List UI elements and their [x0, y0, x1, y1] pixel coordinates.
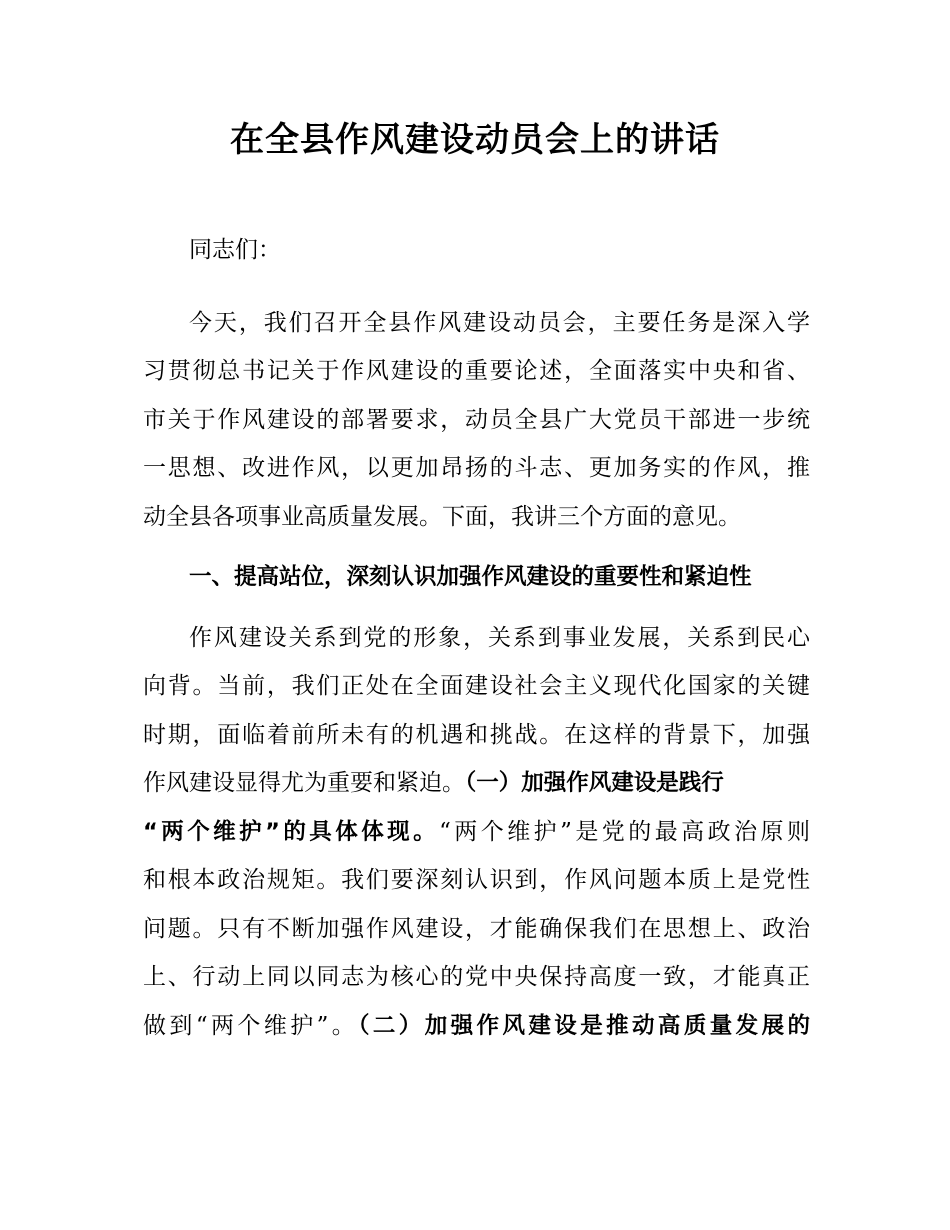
section-1-heading-text: 一、提高站位，深刻认识加强作风建设的重要性和紧迫性 [189, 564, 752, 590]
intro-line-5: 动全县各项事业高质量发展。下面，我讲三个方面的意见。 [143, 503, 741, 530]
intro-line-4: 一思想、改进作风，以更加昂扬的斗志、更加务实的作风，推 [143, 455, 810, 481]
subheading-2-start: （二）加强作风建设是推动高质量发展的 [358, 1012, 810, 1039]
subheading-1-start: （一）加强作风建设是践行 [465, 770, 724, 796]
section-1-line-7: 问题。只有不断加强作风建设，才能确保我们在思想上、政治 [143, 915, 810, 942]
intro-line-1: 今天，我们召开全县作风建设动员会，主要任务是深入学 [189, 309, 810, 336]
section-1-paragraph [143, 614, 810, 1051]
section-1-line-9-plain: 做到“两个维护”。 [143, 1012, 359, 1039]
section-1-line-8: 上、行动上同以同志为核心的党中央保持高度一致，才能真正 [143, 964, 810, 990]
section-1-line-2: 向背。当前，我们正处在全面建设社会主义现代化国家的关键 [143, 673, 810, 699]
section-1-line-4 [143, 759, 810, 808]
document-body [143, 226, 810, 1050]
section-1-line-5 [143, 808, 810, 857]
section-1-line-3: 时期，面临着前所未有的机遇和挑战。在这样的背景下，加强 [143, 721, 810, 748]
section-1-line-1: 作风建设关系到党的形象，关系到事业发展，关系到民心 [189, 624, 810, 651]
intro-line-2: 习贯彻总书记关于作风建设的重要论述，全面落实中央和省、 [143, 358, 810, 384]
section-1-line-9 [143, 1002, 810, 1051]
subheading-1-end: “两个维护”的具体体现。 [143, 818, 440, 845]
intro-paragraph [143, 299, 810, 542]
section-1-line-5-plain: “两个维护”是党的最高政治原则 [439, 818, 810, 845]
section-1-heading [143, 553, 810, 602]
section-1-line-6: 和根本政治规矩。我们要深刻认识到，作风问题本质上是党性 [143, 867, 810, 893]
salutation-text: 同志们： [189, 237, 281, 263]
intro-line-3: 市关于作风建设的部署要求，动员全县广大党员干部进一步统 [143, 406, 810, 433]
section-1-line-4-plain: 作风建设显得尤为重要和紧迫。 [143, 770, 465, 796]
salutation [143, 226, 810, 275]
document-title: 在全县作风建设动员会上的讲话 [230, 120, 720, 160]
